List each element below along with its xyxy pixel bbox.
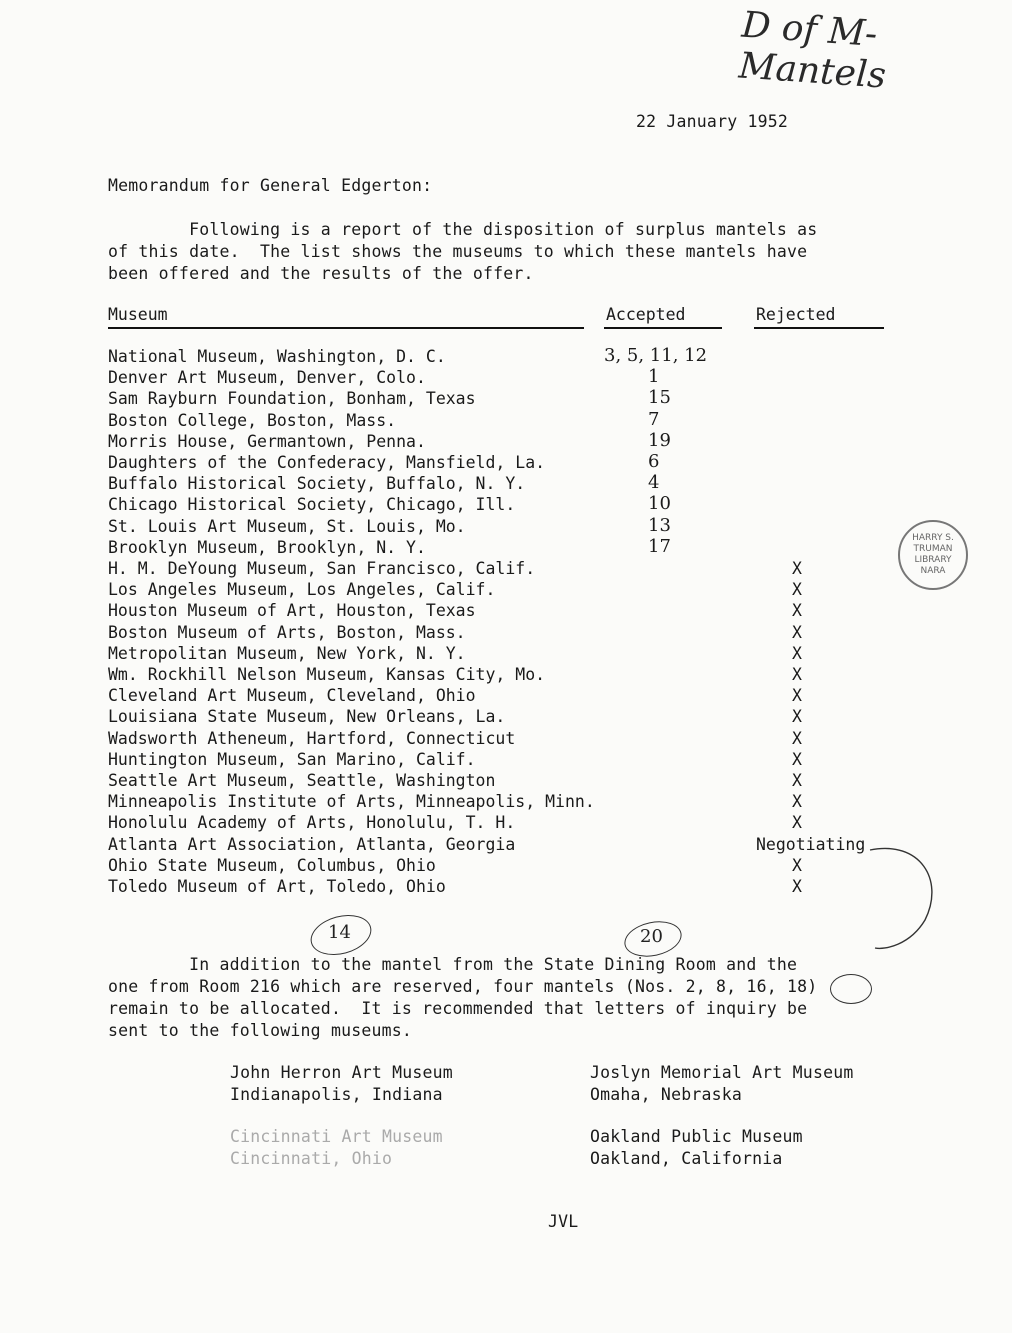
table-row <box>108 665 898 686</box>
recommend-name: Cincinnati Art Museum <box>230 1127 443 1146</box>
museum-name: Huntington Museum, San Marino, Calif. <box>108 749 476 769</box>
accepted-cell: 15 <box>648 387 671 409</box>
rejected-cell: X <box>792 601 802 621</box>
handwritten-arrow <box>860 840 960 960</box>
table-row <box>108 792 898 813</box>
museum-name: Daughters of the Confederacy, Mansfield, La. <box>108 453 546 472</box>
museum-name: St. Louis Art Museum, St. Louis, Mo. <box>108 516 466 536</box>
museum-name: Minneapolis Institute of Arts, Minneapolis, Minn. <box>108 792 595 812</box>
recommend-name: Joslyn Memorial Art Museum <box>590 1063 854 1082</box>
recommend-location: Oakland, California <box>590 1149 783 1168</box>
museum-name: Louisiana State Museum, New Orleans, La. <box>108 707 506 727</box>
table-row <box>108 623 898 644</box>
museum-name: National Museum, Washington, D. C. <box>108 347 446 366</box>
rejected-cell: X <box>792 665 802 684</box>
closing-line: one from Room 216 which are reserved, four mantels (Nos. 2, 8, 16, 18) <box>108 977 818 996</box>
rejected-cell: X <box>792 643 802 663</box>
table-row <box>108 514 898 538</box>
accepted-cell: 13 <box>648 514 671 536</box>
rejected-cell: X <box>792 707 802 727</box>
closing-line: remain to be allocated. It is recommended that letters of inquiry be <box>108 999 808 1018</box>
rejected-cell: X <box>792 580 802 600</box>
museum-name: Buffalo Historical Society, Buffalo, N. Y. <box>108 474 526 494</box>
table-row <box>108 707 898 728</box>
closing-line: sent to the following museums. <box>108 1021 413 1040</box>
museum-name: Chicago Historical Society, Chicago, Ill. <box>108 495 516 515</box>
table-row <box>108 389 898 410</box>
handwritten-number: 20 <box>640 926 663 947</box>
rejected-cell: X <box>792 728 802 748</box>
recommend-location: Omaha, Nebraska <box>590 1085 743 1104</box>
table-row <box>108 535 898 559</box>
table-row <box>108 729 898 750</box>
museum-name: Houston Museum of Art, Houston, Texas <box>108 601 476 621</box>
memo-salutation: Memorandum for General Edgerton: <box>108 176 433 195</box>
museum-name: Brooklyn Museum, Brooklyn, N. Y. <box>108 537 426 557</box>
header-museum: Museum <box>108 305 168 324</box>
handwritten-circle <box>830 974 872 1004</box>
accepted-cell: 17 <box>648 535 671 557</box>
table-row <box>108 408 898 432</box>
intro-line: been offered and the results of the offer. <box>108 264 534 283</box>
accepted-cell: 19 <box>648 429 671 451</box>
accepted-cell: 7 <box>648 408 660 430</box>
table-row <box>108 835 898 856</box>
rejected-cell: X <box>792 792 802 812</box>
recommend-name: Oakland Public Museum <box>590 1127 803 1146</box>
museum-name: Boston Museum of Arts, Boston, Mass. <box>108 622 466 642</box>
table-row <box>108 686 898 707</box>
table-row <box>108 474 898 495</box>
museum-name: Atlanta Art Association, Atlanta, Georgia <box>108 834 516 854</box>
table-row <box>108 856 898 877</box>
museum-name: Denver Art Museum, Denver, Colo. <box>108 368 426 388</box>
museum-name: Ohio State Museum, Columbus, Ohio <box>108 855 436 875</box>
handwritten-number: 14 <box>328 922 351 943</box>
rejected-cell: X <box>792 813 802 833</box>
table-row <box>108 750 898 771</box>
table-row <box>108 495 898 516</box>
museum-name: H. M. DeYoung Museum, San Francisco, Calif. <box>108 559 536 578</box>
intro-line: Following is a report of the disposition of surplus mantels as <box>108 220 818 239</box>
museum-name: Los Angeles Museum, Los Angeles, Calif. <box>108 580 496 600</box>
museum-name: Toledo Museum of Art, Toledo, Ohio <box>108 877 446 896</box>
museum-name: Metropolitan Museum, New York, N. Y. <box>108 643 466 663</box>
museum-name: Cleveland Art Museum, Cleveland, Ohio <box>108 686 476 706</box>
table-row <box>108 368 898 389</box>
header-rule-rejected <box>754 327 884 329</box>
memo-initials: JVL <box>548 1212 579 1231</box>
intro-line: of this date. The list shows the museums to which these mantels have <box>108 242 808 261</box>
table-row <box>108 771 898 792</box>
header-rule-museum <box>108 327 584 329</box>
museum-name: Wm. Rockhill Nelson Museum, Kansas City, Mo. <box>108 665 546 684</box>
accepted-cell: 1 <box>648 366 660 388</box>
museum-name: Boston College, Boston, Mass. <box>108 410 397 430</box>
accepted-cell: 3, 5, 11, 12 <box>604 345 708 366</box>
museum-name: Morris House, Germantown, Penna. <box>108 431 426 451</box>
museum-name: Honolulu Academy of Arts, Honolulu, T. H. <box>108 813 516 833</box>
rejected-cell: X <box>792 622 802 642</box>
rejected-cell: X <box>792 749 802 769</box>
rejected-cell: X <box>792 559 802 578</box>
accepted-cell: 4 <box>648 472 660 494</box>
table-row <box>108 429 898 453</box>
header-rule-accepted <box>604 327 722 329</box>
table-row <box>108 644 898 665</box>
museum-name: Seattle Art Museum, Seattle, Washington <box>108 771 496 790</box>
museum-name: Sam Rayburn Foundation, Bonham, Texas <box>108 389 476 409</box>
accepted-cell: 10 <box>648 493 671 515</box>
recommend-location: Indianapolis, Indiana <box>230 1085 443 1104</box>
stamp-text: HARRY S. TRUMAN LIBRARY NARA <box>912 533 954 576</box>
museum-name: Wadsworth Atheneum, Hartford, Connecticut <box>108 728 516 748</box>
header-rejected: Rejected <box>756 305 836 324</box>
rejected-cell: Negotiating <box>756 834 866 854</box>
header-accepted: Accepted <box>606 305 686 324</box>
recommend-name: John Herron Art Museum <box>230 1063 453 1082</box>
table-row <box>108 347 898 368</box>
table-row <box>108 453 898 474</box>
handwritten-annotation: D of M- Mantels <box>737 4 888 97</box>
accepted-cell: 6 <box>648 451 660 472</box>
table-row <box>108 877 898 898</box>
memo-date: 22 January 1952 <box>636 112 789 131</box>
closing-line: In addition to the mantel from the State Dining Room and the <box>108 955 798 974</box>
rejected-cell: X <box>792 877 802 896</box>
rejected-cell: X <box>792 771 802 790</box>
recommend-location: Cincinnati, Ohio <box>230 1149 393 1168</box>
table-row <box>108 580 898 601</box>
table-row <box>108 601 898 622</box>
table-row <box>108 813 898 834</box>
table-row <box>108 559 898 580</box>
library-stamp <box>898 520 968 590</box>
rejected-cell: X <box>792 855 802 875</box>
rejected-cell: X <box>792 686 802 706</box>
